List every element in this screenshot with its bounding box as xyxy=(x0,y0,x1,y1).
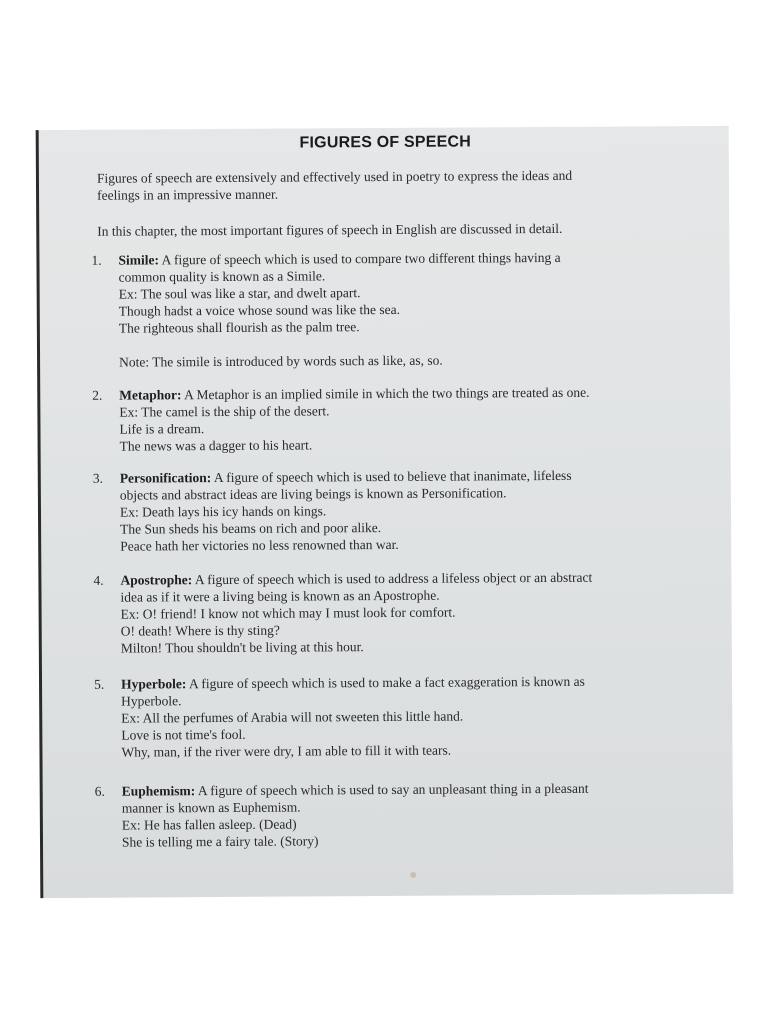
intro-line: In this chapter, the most important figures of speech in English are discussed in detail. xyxy=(97,220,563,239)
definition-text: objects and abstract ideas are living beings is known as Personification. xyxy=(119,485,507,503)
term-label: Hyperbole: xyxy=(121,676,187,692)
definition-text: Hyperbole. xyxy=(121,693,182,709)
intro-line: Figures of speech are extensively and effectively used in poetry to express the ideas and xyxy=(96,167,573,186)
example-line: Though hadst a voice whose sound was like the sea. xyxy=(118,301,400,319)
item-number: 6. xyxy=(94,783,105,799)
term-label: Euphemism: xyxy=(121,783,196,799)
example-line: Ex: O! friend! I know not which may I must look for comfort. xyxy=(120,604,456,622)
list-item-hyperbole xyxy=(94,672,715,761)
item-number: 1. xyxy=(91,252,102,268)
example-line: Why, man, if the river were dry, I am able to fill it with tears. xyxy=(121,742,452,760)
definition-text: manner is known as Euphemism. xyxy=(121,799,301,816)
list-item-simile xyxy=(91,248,712,371)
list-item-personification xyxy=(93,466,714,555)
list-item-euphemism xyxy=(95,779,715,851)
term-label: Metaphor: xyxy=(119,387,182,403)
example-line: O! death! Where is thy sting? xyxy=(120,622,280,639)
example-line: Peace hath her victories no less renowned than war. xyxy=(120,536,399,554)
page-title: FIGURES OF SPEECH xyxy=(299,133,472,152)
list-item-metaphor xyxy=(92,383,712,455)
example-line: Ex: All the perfumes of Arabia will not sweeten this little hand. xyxy=(121,708,464,726)
example-line: The news was a dagger to his heart. xyxy=(119,437,313,454)
example-line: Life is a dream. xyxy=(119,421,205,437)
definition-text: A figure of speech which is used to compare two different things having a xyxy=(158,249,561,268)
definition-text: A figure of speech which is used to address a lifeless object or an abstract xyxy=(192,569,593,588)
example-line: Ex: He has fallen asleep. (Dead) xyxy=(121,816,297,833)
intro-paragraph-2 xyxy=(97,219,697,240)
example-line: She is telling me a fairy tale. (Story) xyxy=(121,833,319,850)
item-number: 3. xyxy=(92,470,103,486)
definition-text: A figure of speech which is used to believe that inanimate, lifeless xyxy=(211,467,572,486)
example-line: The righteous shall flourish as the palm tree. xyxy=(118,319,360,336)
intro-paragraph-1 xyxy=(97,166,697,204)
example-line: The Sun sheds his beams on rich and poor alike. xyxy=(120,520,382,537)
definition-text: A figure of speech which is used to make a fact exaggeration is known as xyxy=(186,673,585,692)
term-label: Personification: xyxy=(119,470,212,486)
example-line: Ex: The camel is the ship of the desert. xyxy=(119,403,330,420)
example-line: Ex: Death lays his icy hands on kings. xyxy=(119,503,327,520)
term-label: Simile: xyxy=(118,252,160,268)
example-line: Love is not time's fool. xyxy=(121,726,246,743)
definition-text: A Metaphor is an implied simile in which the two things are treated as one. xyxy=(181,384,590,403)
definition-text: idea as if it were a living being is known as an Apostrophe. xyxy=(120,587,440,605)
item-number: 4. xyxy=(93,572,104,588)
paper-stain-mark xyxy=(410,872,416,878)
example-line: Milton! Thou shouldn't be living at this hour. xyxy=(120,639,364,656)
item-number: 5. xyxy=(94,676,105,692)
definition-text: common quality is known as a Simile. xyxy=(118,268,326,285)
definition-text: A figure of speech which is used to say an unpleasant thing in a pleasant xyxy=(195,780,589,799)
example-line: Ex: The soul was like a star, and dwelt apart. xyxy=(118,285,361,302)
intro-line: feelings in an impressive manner. xyxy=(97,186,279,203)
item-number: 2. xyxy=(92,387,103,403)
note-text: Note: The simile is introduced by words such as like, as, so. xyxy=(119,352,443,370)
term-label: Apostrophe: xyxy=(120,572,193,588)
document-sheet xyxy=(36,126,734,898)
list-item-apostrophe xyxy=(93,568,714,657)
